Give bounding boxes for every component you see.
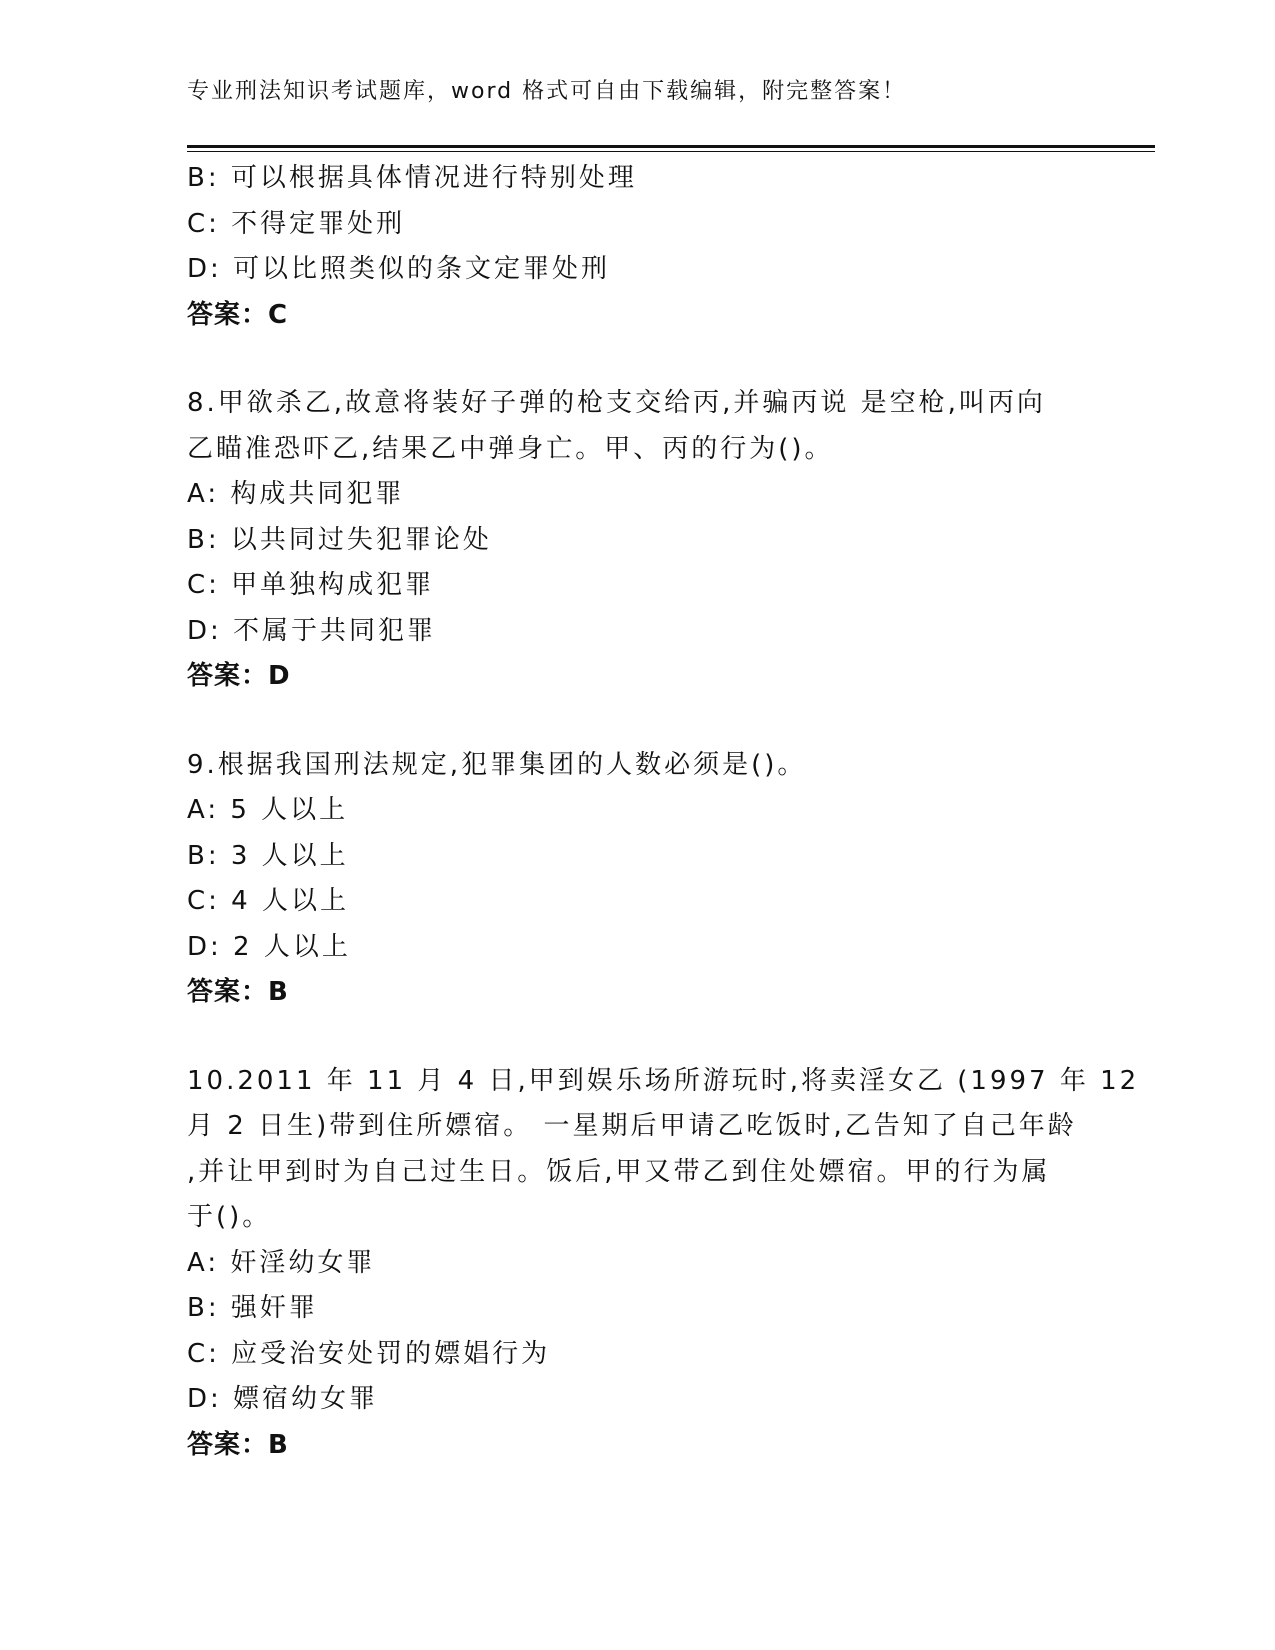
question-text-line: 10.2011 年 11 月 4 日,甲到娱乐场所游玩时,将卖淫女乙 (1997 年 12 [187, 1065, 1140, 1096]
answer: 答案：B [187, 977, 289, 1007]
question-10 [187, 1059, 1140, 1469]
option-c: C: 甲单独构成犯罪 [187, 570, 435, 600]
question-9 [187, 743, 1087, 1016]
answer: 答案：C [187, 299, 289, 330]
option-b: B: 强奸罪 [187, 1293, 318, 1323]
option-d: D: 可以比照类似的条文定罪处刑 [187, 254, 611, 284]
option-c: C: 不得定罪处刑 [187, 208, 406, 239]
option-b: B: 3 人以上 [187, 840, 349, 871]
header-rule-thick [187, 145, 1155, 148]
option-d: D: 嫖宿幼女罪 [187, 1384, 379, 1414]
question-8 [187, 381, 1087, 700]
option-d: D: 不属于共同犯罪 [187, 615, 437, 646]
question-text-line: 乙瞄准恐吓乙,结果乙中弹身亡。甲、丙的行为()。 [187, 433, 834, 464]
answer: 答案：D [187, 661, 291, 691]
question-text-line: 9.根据我国刑法规定,犯罪集团的人数必须是()。 [187, 749, 807, 780]
document-body [187, 156, 1140, 1468]
option-b: B: 以共同过失犯罪论处 [187, 524, 492, 555]
spacer [187, 700, 1087, 743]
header-rule-thin [187, 151, 1155, 152]
question-text-line: 于()。 [187, 1202, 272, 1232]
question-7-tail [187, 156, 1087, 338]
question-text-line: 8.甲欲杀乙,故意将装好子弹的枪支交给丙,并骗丙说 是空枪,叫丙向 [187, 388, 1046, 418]
option-d: D: 2 人以上 [187, 931, 351, 962]
option-c: C: 应受治安处罚的嫖娼行为 [187, 1338, 551, 1369]
question-text-line: ,并让甲到时为自己过生日。饭后,甲又带乙到住处嫖宿。甲的行为属 [187, 1156, 1051, 1187]
option-a: A: 5 人以上 [187, 795, 349, 825]
option-a: A: 构成共同犯罪 [187, 479, 405, 509]
page-header: 专业刑法知识考试题库，word 格式可自由下载编辑，附完整答案！ [187, 79, 907, 104]
answer: 答案：B [187, 1429, 289, 1460]
option-c: C: 4 人以上 [187, 886, 349, 916]
spacer [187, 1016, 1087, 1059]
spacer [187, 338, 1087, 381]
option-b: B: 可以根据具体情况进行特别处理 [187, 163, 637, 193]
question-text-line: 月 2 日生)带到住所嫖宿。 一星期后甲请乙吃饭时,乙告知了自己年龄 [187, 1111, 1077, 1141]
option-a: A: 奸淫幼女罪 [187, 1247, 376, 1278]
